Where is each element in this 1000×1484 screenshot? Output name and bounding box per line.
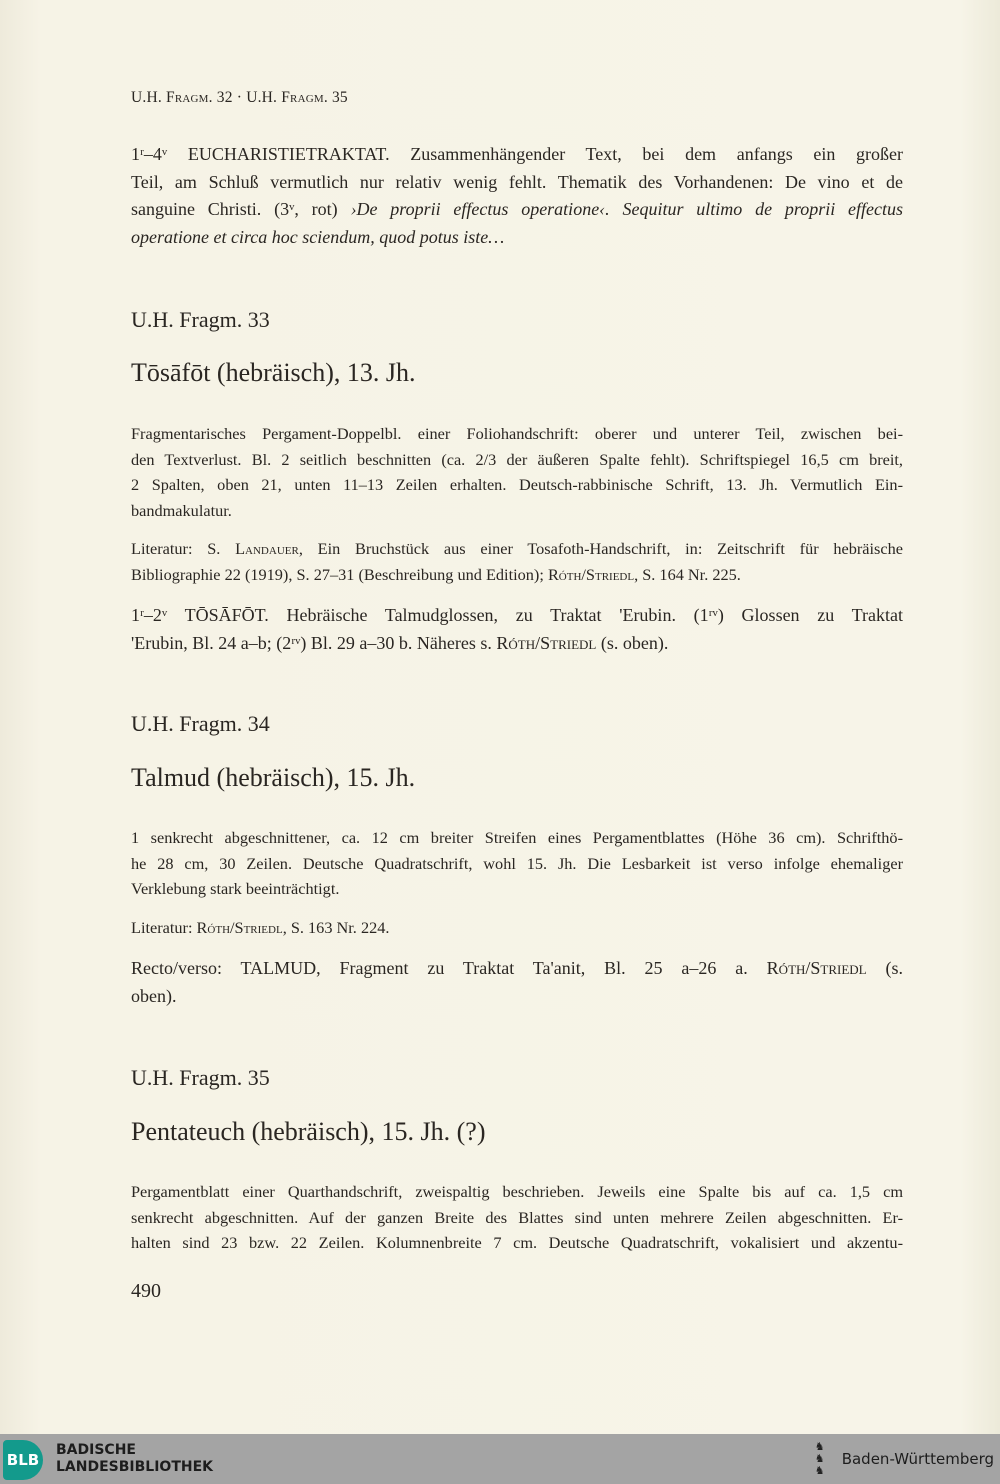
text-segment: U.H. Fragm. 33 — [131, 307, 270, 332]
text-segment: halten sind 23 bzw. 22 Zeilen. Kolumnenbreite 7 cm. Deutsche Quadratschrift, vokalisiert und akzentu- — [131, 1233, 903, 1252]
text-segment: 1ʳ–4ᵛ EUCHARISTIETRAKTAT. Zusammenhängender Text, bei dem anfangs ein großer — [131, 144, 903, 164]
text-line — [131, 825, 903, 851]
fragment-title — [131, 357, 903, 389]
text-segment: he 28 cm, 30 Zeilen. Deutsche Quadratschrift, wohl 15. Jh. Die Lesbarkeit ist verso infolge ehemaliger — [131, 853, 903, 873]
description-paragraph — [131, 536, 903, 587]
author-name: Róth/Striedl — [496, 632, 597, 653]
description-paragraph — [131, 825, 903, 902]
author-name: Róth/Striedl — [766, 958, 867, 978]
text-line — [131, 306, 903, 334]
library-name-line1: BADISCHE — [56, 1442, 136, 1458]
text-segment: Teil, am Schluß vermutlich nur relativ wenig fehlt. Thematik des Vorhandenen: De vino et de — [131, 171, 903, 192]
text-line — [131, 1179, 903, 1205]
text-segment: Talmud (hebräisch), 15. Jh. — [131, 763, 416, 792]
author-name: Landauer — [235, 539, 299, 558]
running-head: U.H. Fragm. 32 · U.H. Fragm. 35 — [131, 89, 348, 106]
text-line — [131, 447, 903, 473]
description-paragraph — [131, 915, 903, 941]
text-segment: Pentateuch (hebräisch), 15. Jh. (?) — [131, 1117, 486, 1146]
text-line — [131, 196, 903, 224]
text-segment: , S. 164 Nr. 225. — [634, 564, 741, 584]
text-segment: senkrecht abgeschnitten. Auf der ganzen Breite des Blattes sind unten mehrere Zeilen abgeschnitten. Er- — [131, 1207, 903, 1227]
text-line — [131, 851, 903, 877]
page-number: 490 — [131, 1280, 161, 1302]
text-line — [131, 536, 903, 562]
text-line — [131, 421, 903, 447]
text-segment: U.H. Fragm. 34 — [131, 711, 270, 736]
text-segment: sanguine Christi. (3ᵛ, rot) — [131, 199, 351, 219]
text-segment: 'Erubin, Bl. 24 a–b; (2ʳᵛ) Bl. 29 a–30 b. Näheres s. — [131, 632, 497, 653]
text-line — [131, 562, 903, 588]
text-line — [131, 357, 903, 389]
text-segment: Verklebung stark beeinträchtigt. — [131, 879, 340, 898]
text-segment: oben). — [131, 985, 177, 1006]
text-line — [131, 602, 903, 630]
text-line — [131, 141, 903, 169]
text-segment: Recto/verso: TALMUD, Fragment zu Traktat Ta'anit, Bl. 25 a–26 a. — [131, 958, 767, 978]
state-name: Baden-Württemberg — [841, 1450, 994, 1468]
text-line — [131, 224, 903, 252]
text-line — [131, 1205, 903, 1231]
text-segment: , S. 163 Nr. 224. — [282, 918, 390, 937]
library-name[interactable] — [56, 1442, 213, 1476]
text-segment: U.H. Fragm. 35 — [131, 1065, 270, 1090]
text-segment: (s. — [866, 958, 904, 978]
fragment-heading — [131, 1064, 903, 1092]
text-segment: 2 Spalten, oben 21, unten 11–13 Zeilen erhalten. Deutsch-rabbinische Schrift, 13. Jh. Vermutlich Ein- — [131, 475, 903, 494]
text-line — [131, 498, 903, 524]
paragraph — [131, 602, 903, 657]
text-line — [131, 169, 903, 197]
text-line — [131, 630, 903, 658]
paragraph — [131, 141, 903, 251]
text-segment: Tōsāfōt (hebräisch), 13. Jh. — [131, 358, 416, 387]
blb-logo[interactable]: BLB — [3, 1440, 43, 1480]
italic-quote: operatione et circa hoc sciendum, quod potus iste… — [131, 226, 505, 247]
text-line — [131, 983, 903, 1011]
state-logo[interactable] — [806, 1441, 994, 1477]
author-name: Róth/Striedl — [196, 918, 283, 937]
text-segment: Literatur: S. — [131, 539, 236, 558]
footer-bar — [0, 1434, 1000, 1484]
text-line — [131, 876, 903, 902]
text-line — [131, 955, 903, 983]
text-segment: Fragmentarisches Pergament-Doppelbl. einer Foliohandschrift: oberer und unterer Teil, zwischen bei- — [131, 424, 903, 443]
description-paragraph — [131, 1179, 903, 1256]
text-line — [131, 710, 903, 738]
text-segment: Literatur: — [131, 918, 197, 937]
fragment-title — [131, 762, 903, 794]
text-segment: 1 senkrecht abgeschnittener, ca. 12 cm breiter Streifen eines Pergamentblattes (Höhe 36 cm). Schrifthö- — [131, 828, 903, 847]
fragment-title — [131, 1116, 903, 1148]
description-paragraph — [131, 421, 903, 523]
italic-quote: ›De proprii effectus operatione‹. Sequitur ultimo de proprii effectus — [350, 199, 903, 219]
fragment-heading — [131, 710, 903, 738]
text-segment: 1ʳ–2ᵛ TŌSĀFŌT. Hebräische Talmudglossen, zu Traktat 'Erubin. (1ʳᵛ) Glossen zu Traktat — [131, 605, 903, 625]
text-segment: (s. oben). — [596, 632, 669, 653]
text-segment: bandmakulatur. — [131, 500, 232, 520]
text-line — [131, 472, 903, 498]
fragment-heading — [131, 306, 903, 334]
text-line — [131, 1230, 903, 1256]
text-segment: , Ein Bruchstück aus einer Tosafoth-Handschrift, in: Zeitschrift für hebräische — [298, 539, 903, 558]
text-line — [131, 915, 903, 941]
text-line — [131, 1064, 903, 1092]
text-segment: Bibliographie 22 (1919), S. 27–31 (Beschreibung und Edition); — [131, 564, 548, 584]
text-line — [131, 762, 903, 794]
text-line — [131, 1116, 903, 1148]
text-segment: Pergamentblatt einer Quarthandschrift, zweispaltig beschrieben. Jeweils eine Spalte bis auf ca. 1,5 cm — [131, 1182, 903, 1201]
library-name-line2: LANDESBIBLIOTHEK — [56, 1459, 214, 1475]
text-segment: den Textverlust. Bl. 2 seitlich beschnitten (ca. 2/3 der äußeren Spalte fehlt). Schriftspiegel 16,5 cm breit, — [131, 449, 903, 469]
author-name: Róth/Striedl — [547, 564, 635, 584]
paragraph — [131, 955, 903, 1010]
three-lions-icon: ♞ ♞ ♞ — [814, 1441, 825, 1477]
